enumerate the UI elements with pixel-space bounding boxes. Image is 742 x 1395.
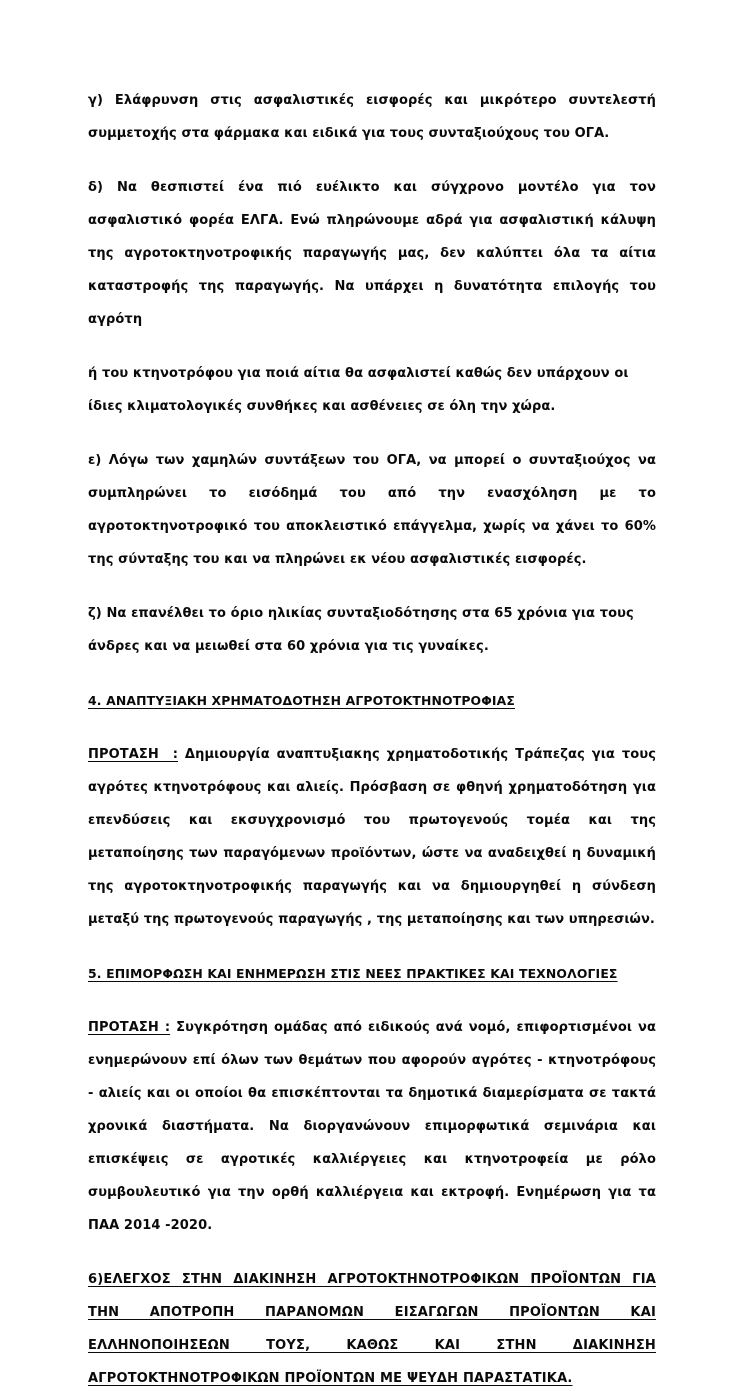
section-heading-4-text: 4. ΑΝΑΠΤΥΞΙΑΚΗ ΧΡΗΜΑΤΟΔΟΤΗΣΗ ΑΓΡΟΤΟΚΤΗΝΟΤΡΟΦΙΑΣ <box>88 693 516 708</box>
proposal-paragraph-4 <box>88 738 656 936</box>
section-heading-5-text: 5. ΕΠΙΜΟΡΦΩΣΗ ΚΑΙ ΕΝΗΜΕΡΩΣΗ ΣΤΙΣ ΝΕΕΣ ΠΡΑΚΤΙΚΕΣ ΚΑΙ ΤΕΧΝΟΛΟΓΙΕΣ <box>88 966 618 981</box>
proposal-paragraph-5 <box>88 1011 656 1242</box>
document-body <box>88 84 656 1395</box>
paragraph-gamma: γ) Ελάφρυνση στις ασφαλιστικές εισφορές και μικρότερο συντελεστή συμμετοχής στα φάρμακα και ειδικά για τους συνταξιούχους του ΟΓΑ. <box>88 93 656 141</box>
paragraph-zeta: ζ) Να επανέλθει το όριο ηλικίας συνταξιοδότησης στα 65 χρόνια για τους άνδρες και να μειωθεί στα 60 χρόνια για τις γυναίκες. <box>88 606 634 654</box>
paragraph-delta-continued: ή του κτηνοτρόφου για ποιά αίτια θα ασφαλιστεί καθώς δεν υπάρχουν οι ίδιες κλιματολογικές συνθήκες και ασθένειες σε όλη την χώρα. <box>88 366 629 414</box>
proposal-5-label: ΠΡΟΤΑΣΗ : <box>88 1020 171 1035</box>
section-heading-4 <box>88 684 656 717</box>
proposal-4-label: ΠΡΟΤΑΣΗ : <box>88 747 178 762</box>
proposal-5-text: Συγκρότηση ομάδας από ειδικούς ανά νομό, επιφορτισμένοι να ενημερώνουν επί όλων των θεμάτων που αφορούν αγρότες - κτηνοτρόφους - αλιείς και οι οποίοι θα επισκέπτονται τα δημοτικά διαμερίσματα σε τακτά χρονικά διαστήματα. Να διοργανώνουν επιμορφωτικά σεμινάρια και επισκέψεις σε αγροτικές καλλιέργειες και κτηνοτροφεία με ρόλο συμβουλευτικό για την ορθή καλλιέργεια και εκτροφή. Ενημέρωση για τα ΠΑΑ 2014 -2020. <box>88 1020 656 1233</box>
section-heading-6 <box>88 1263 656 1395</box>
section-heading-5 <box>88 957 656 990</box>
paragraph-delta: δ) Να θεσπιστεί ένα πιό ευέλικτο και σύγχρονο μοντέλο για τον ασφαλιστικό φορέα ΕΛΓΑ. Ενώ πληρώνουμε αδρά για ασφαλιστική κάλυψη της αγροτοκτηνοτροφικής παραγωγής μας, δεν καλύπτει όλα τα αίτια καταστροφής της παραγωγής. Να υπάρχει η δυνατότητα επιλογής του αγρότη <box>88 180 656 327</box>
paragraph-epsilon: ε) Λόγω των χαμηλών συντάξεων του ΟΓΑ, να μπορεί ο συνταξιούχος να συμπληρώνει το εισόδημά του από την ενασχόληση με το αγροτοκτηνοτροφικό του αποκλειστικό επάγγελμα, χωρίς να χάνει το 60% της σύνταξης του και να πληρώνει εκ νέου ασφαλιστικές εισφορές. <box>88 453 656 567</box>
proposal-4-text: Δημιουργία αναπτυξιακης χρηματοδοτικής Τράπεζας για τους αγρότες κτηνοτρόφους και αλιείς. Πρόσβαση σε φθηνή χρηματοδότηση για επενδύσεις και εκσυγχρονισμό του πρωτογενούς τομέα και της μεταποίησης των παραγόμενων προϊόντων, ώστε να αναδειχθεί η δυναμική της αγροτοκτηνοτροφικής παραγωγής και να δημιουργηθεί η σύνδεση μεταξύ της πρωτογενούς παραγωγής , της μεταποίησης και των υπηρεσιών. <box>88 747 656 927</box>
section-heading-6-text: 6)ΕΛΕΓΧΟΣ ΣΤΗΝ ΔΙΑΚΙΝΗΣΗ ΑΓΡΟΤΟΚΤΗΝΟΤΡΟΦΙΚΩΝ ΠΡΟΪΟΝΤΩΝ ΓΙΑ ΤΗΝ ΑΠΟΤΡΟΠΗ ΠΑΡΑΝΟΜΩΝ ΕΙΣΑΓΩΓΩΝ ΠΡΟΪΟΝΤΩΝ ΚΑΙ ΕΛΛΗΝΟΠΟΙΗΣΕΩΝ ΤΟΥΣ, ΚΑΘΩΣ ΚΑΙ ΣΤΗΝ ΔΙΑΚΙΝΗΣΗ ΑΓΡΟΤΟΚΤΗΝΟΤΡΟΦΙΚΩΝ ΠΡΟΪΟΝΤΩΝ ΜΕ ΨΕΥΔΗ ΠΑΡΑΣΤΑΤΙΚΑ. <box>88 1272 656 1386</box>
